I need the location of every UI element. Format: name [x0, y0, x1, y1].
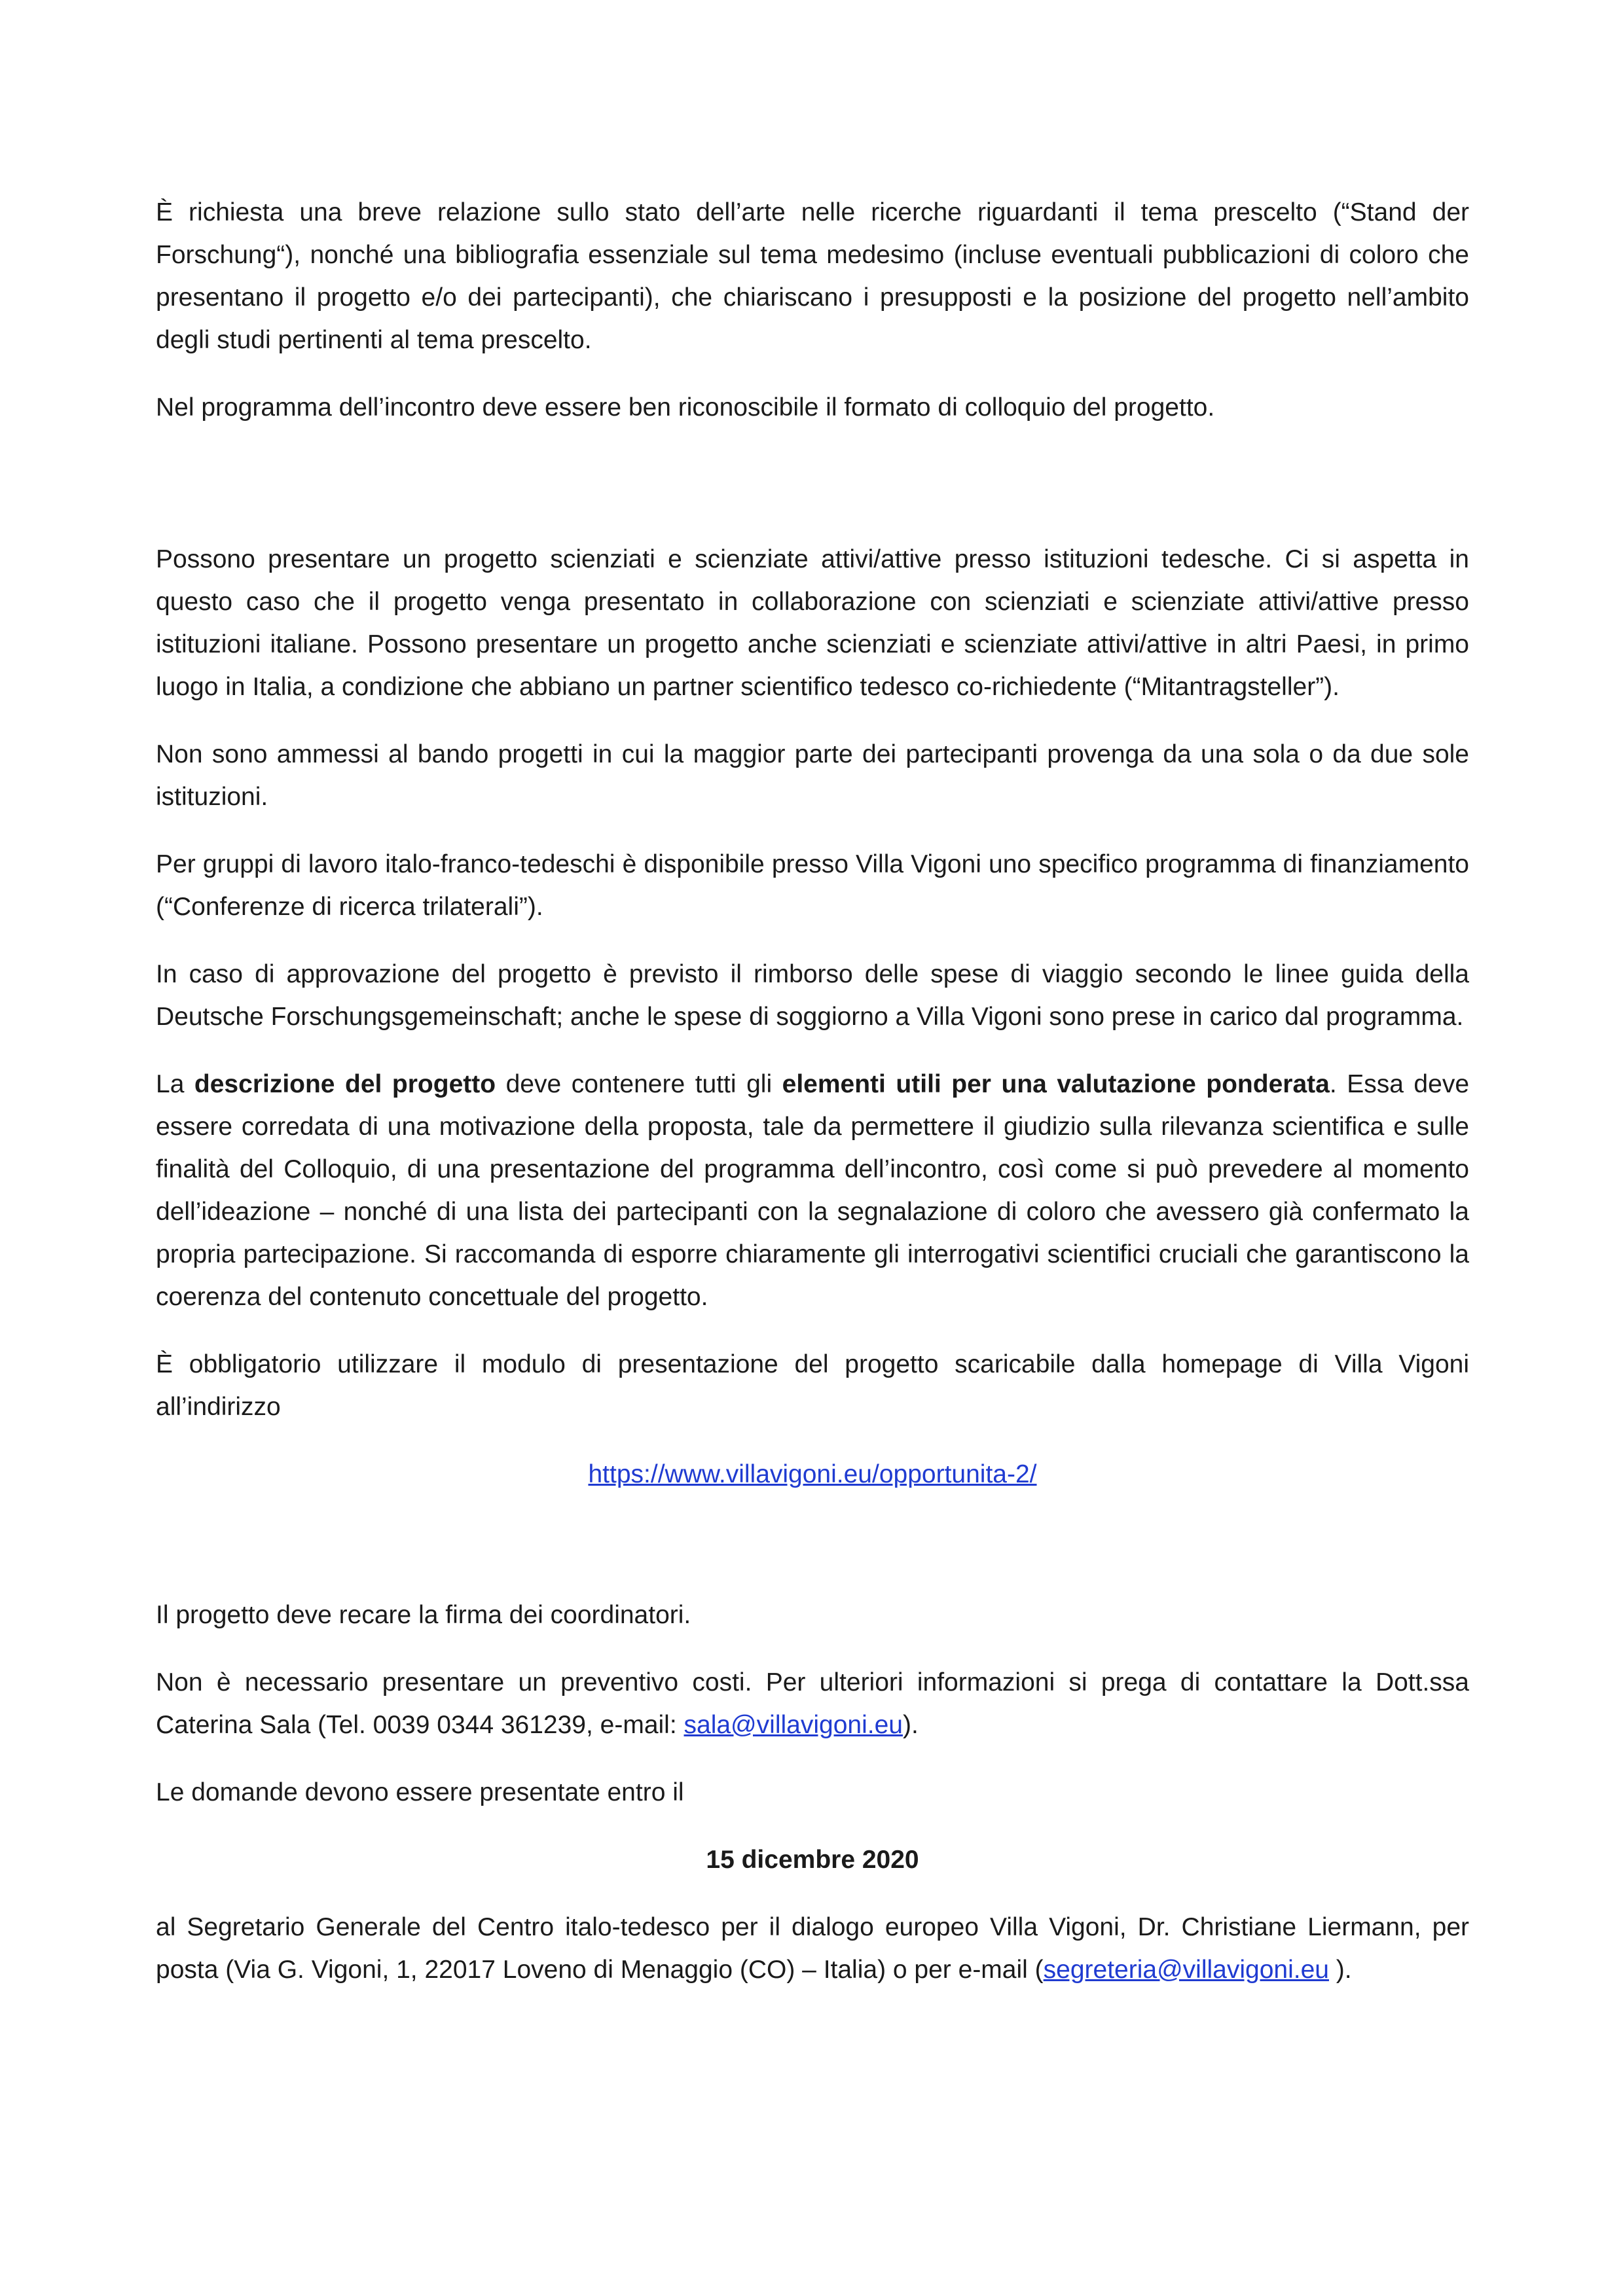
- email-link-sala[interactable]: sala@villavigoni.eu: [684, 1711, 903, 1739]
- text-run: Non è necessario presentare un preventivo costi. Per ulteriori informazioni si prega di contattare la Dott.ssa Caterina Sala (Tel. 0039 0344 361239, e-mail:: [156, 1668, 1469, 1739]
- text-run: ).: [902, 1711, 919, 1739]
- document-page: [156, 191, 1469, 1991]
- deadline-date: [156, 1839, 1469, 1881]
- paragraph-project-description: [156, 1063, 1469, 1318]
- paragraph-form-required: È obbligatorio utilizzare il modulo di presentazione del progetto scaricabile dalla homepage di Villa Vigoni all’indirizzo: [156, 1350, 1469, 1421]
- paragraph-contact: [156, 1661, 1469, 1746]
- text-run: al Segretario Generale del Centro italo-tedesco per il dialogo europeo Villa Vigoni, Dr. Christiane Liermann, per posta (Via G. Vigoni, 1, 22017 Loveno di Menaggio (CO) – Italia) o per e-mail (: [156, 1913, 1469, 1984]
- text-run: ).: [1328, 1956, 1352, 1984]
- paragraph-signature: Il progetto deve recare la firma dei coordinatori.: [156, 1601, 691, 1629]
- paragraph-trilateral: Per gruppi di lavoro italo-franco-tedeschi è disponibile presso Villa Vigoni uno specifico programma di finanziamento (“Conferenze di ricerca trilaterali”).: [156, 850, 1469, 921]
- paragraph-submission-address: [156, 1906, 1469, 1991]
- paragraph-colloquium-format: Nel programma dell’incontro deve essere ben riconoscibile il formato di colloquio del progetto.: [156, 393, 1215, 422]
- paragraph-eligibility: Possono presentare un progetto scienziati e scienziate attivi/attive presso istituzioni tedesche. Ci si aspetta in questo caso che il progetto venga presentato in collaborazione con scienziati e scienziate attivi/attive presso istituzioni italiane. Possono presentare un progetto anche scienziati e scienziate attivi/attive in altri Paesi, in primo luogo in Italia, a condizione che abbiano un partner scientifico tedesco co-richiedente (“Mitantragsteller”).: [156, 545, 1469, 701]
- url-line: [156, 1453, 1469, 1496]
- paragraph-reimbursement: In caso di approvazione del progetto è previsto il rimborso delle spese di viaggio secondo le linee guida della Deutsche Forschungsgemeinschaft; anche le spese di soggiorno a Villa Vigoni sono prese in carico dal programma.: [156, 960, 1469, 1031]
- deadline-text: 15 dicembre 2020: [706, 1846, 919, 1874]
- text-run: deve contenere tutti gli: [496, 1070, 782, 1098]
- paragraph-exclusion: Non sono ammessi al bando progetti in cui la maggior parte dei partecipanti provenga da una sola o da due sole istituzioni.: [156, 740, 1469, 811]
- paragraph-state-of-art: È richiesta una breve relazione sullo stato dell’arte nelle ricerche riguardanti il tema prescelto (“Stand der Forschung“), nonché una bibliografia essenziale sul tema medesimo (incluse eventuali pubblicazioni di coloro che presentano il progetto e/o dei partecipanti), che chiariscano i presupposti e la posizione del progetto nell’ambito degli studi pertinenti al tema prescelto.: [156, 198, 1469, 354]
- email-link-segreteria[interactable]: segreteria@villavigoni.eu: [1043, 1956, 1329, 1984]
- form-url-link[interactable]: https://www.villavigoni.eu/opportunita-2/: [588, 1460, 1037, 1488]
- bold-project-description: descrizione del progetto: [194, 1070, 496, 1098]
- text-run: . Essa deve essere corredata di una motivazione della proposta, tale da permettere il giudizio sulla rilevanza scientifica e sulle finalità del Colloquio, di una presentazione del programma dell’incontro, così come si può prevedere al momento dell’ideazione – nonché di una lista dei partecipanti con la segnalazione di coloro che avessero già confermato la propria partecipazione. Si raccomanda di esporre chiaramente gli interrogativi scientifici cruciali che garantiscono la coerenza del contenuto concettuale del progetto.: [156, 1070, 1470, 1311]
- paragraph-deadline-intro: Le domande devono essere presentate entro il: [156, 1778, 684, 1806]
- text-run: La: [156, 1070, 194, 1098]
- bold-evaluation-elements: elementi utili per una valutazione ponderata: [782, 1070, 1330, 1098]
